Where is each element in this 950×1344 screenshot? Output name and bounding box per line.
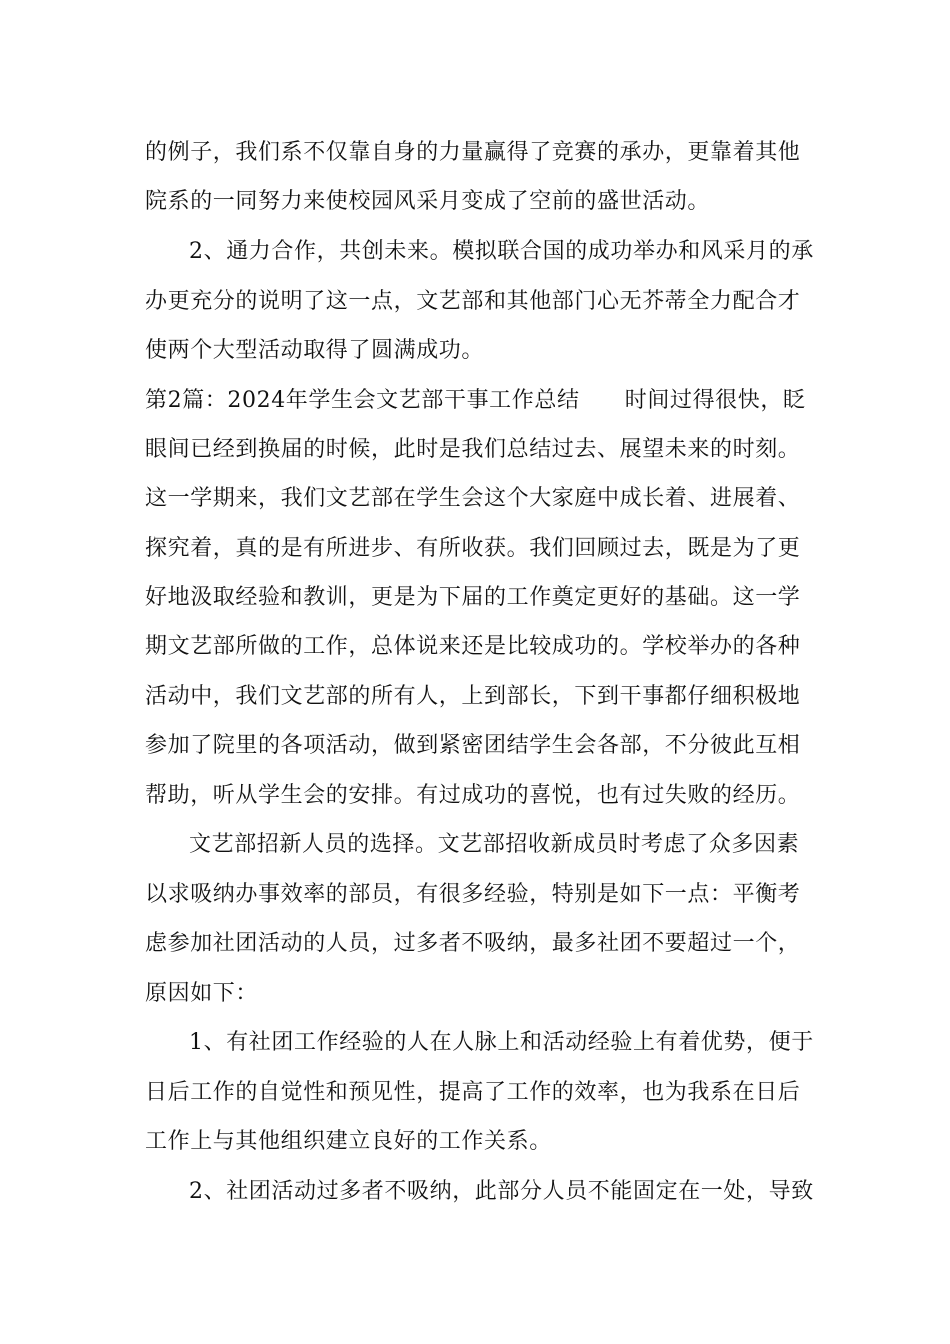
text-line: 以求吸纳办事效率的部员，有很多经验，特别是如下一点：平衡考 — [145, 882, 801, 907]
text-line: 文艺部招新人员的选择。文艺部招收新成员时考虑了众多因素 — [189, 832, 800, 857]
text-line: 2、通力合作，共创未来。模拟联合国的成功举办和风采月的承 — [189, 239, 814, 264]
text-line: 的例子，我们系不仅靠自身的力量赢得了竞赛的承办，更靠着其他 — [145, 140, 801, 165]
text-line: 这一学期来，我们文艺部在学生会这个大家庭中成长着、进展着、 — [145, 486, 801, 511]
text-line: 参加了院里的各项活动，做到紧密团结学生会各部，不分彼此互相 — [145, 733, 801, 758]
section-heading: 第2篇：2024年学生会文艺部干事工作总结 时间过得很快，眨 — [145, 388, 806, 413]
text-line: 好地汲取经验和教训，更是为下届的工作奠定更好的基础。这一学 — [145, 585, 801, 610]
text-line: 期文艺部所做的工作，总体说来还是比较成功的。学校举办的各种 — [145, 634, 801, 659]
text-line: 帮助，听从学生会的安排。有过成功的喜悦，也有过失败的经历。 — [145, 783, 801, 808]
text-line: 1、有社团工作经验的人在人脉上和活动经验上有着优势，便于 — [189, 1030, 814, 1055]
text-line: 工作上与其他组织建立良好的工作关系。 — [145, 1129, 552, 1154]
text-line: 院系的一同努力来使校园风采月变成了空前的盛世活动。 — [145, 189, 711, 214]
text-line: 使两个大型活动取得了圆满成功。 — [145, 338, 485, 363]
text-line: 办更充分的说明了这一点，文艺部和其他部门心无芥蒂全力配合才 — [145, 289, 801, 314]
text-line: 日后工作的自觉性和预见性，提高了工作的效率，也为我系在日后 — [145, 1080, 801, 1105]
text-line: 原因如下： — [145, 981, 259, 1006]
text-line: 眼间已经到换届的时候，此时是我们总结过去、展望未来的时刻。 — [145, 437, 801, 462]
text-line: 虑参加社团活动的人员，过多者不吸纳，最多社团不要超过一个， — [145, 931, 801, 956]
text-line: 2、社团活动过多者不吸纳，此部分人员不能固定在一处，导致 — [189, 1179, 814, 1204]
text-line: 活动中，我们文艺部的所有人，上到部长，下到干事都仔细积极地 — [145, 684, 801, 709]
text-line: 探究着，真的是有所进步、有所收获。我们回顾过去，既是为了更 — [145, 536, 801, 561]
